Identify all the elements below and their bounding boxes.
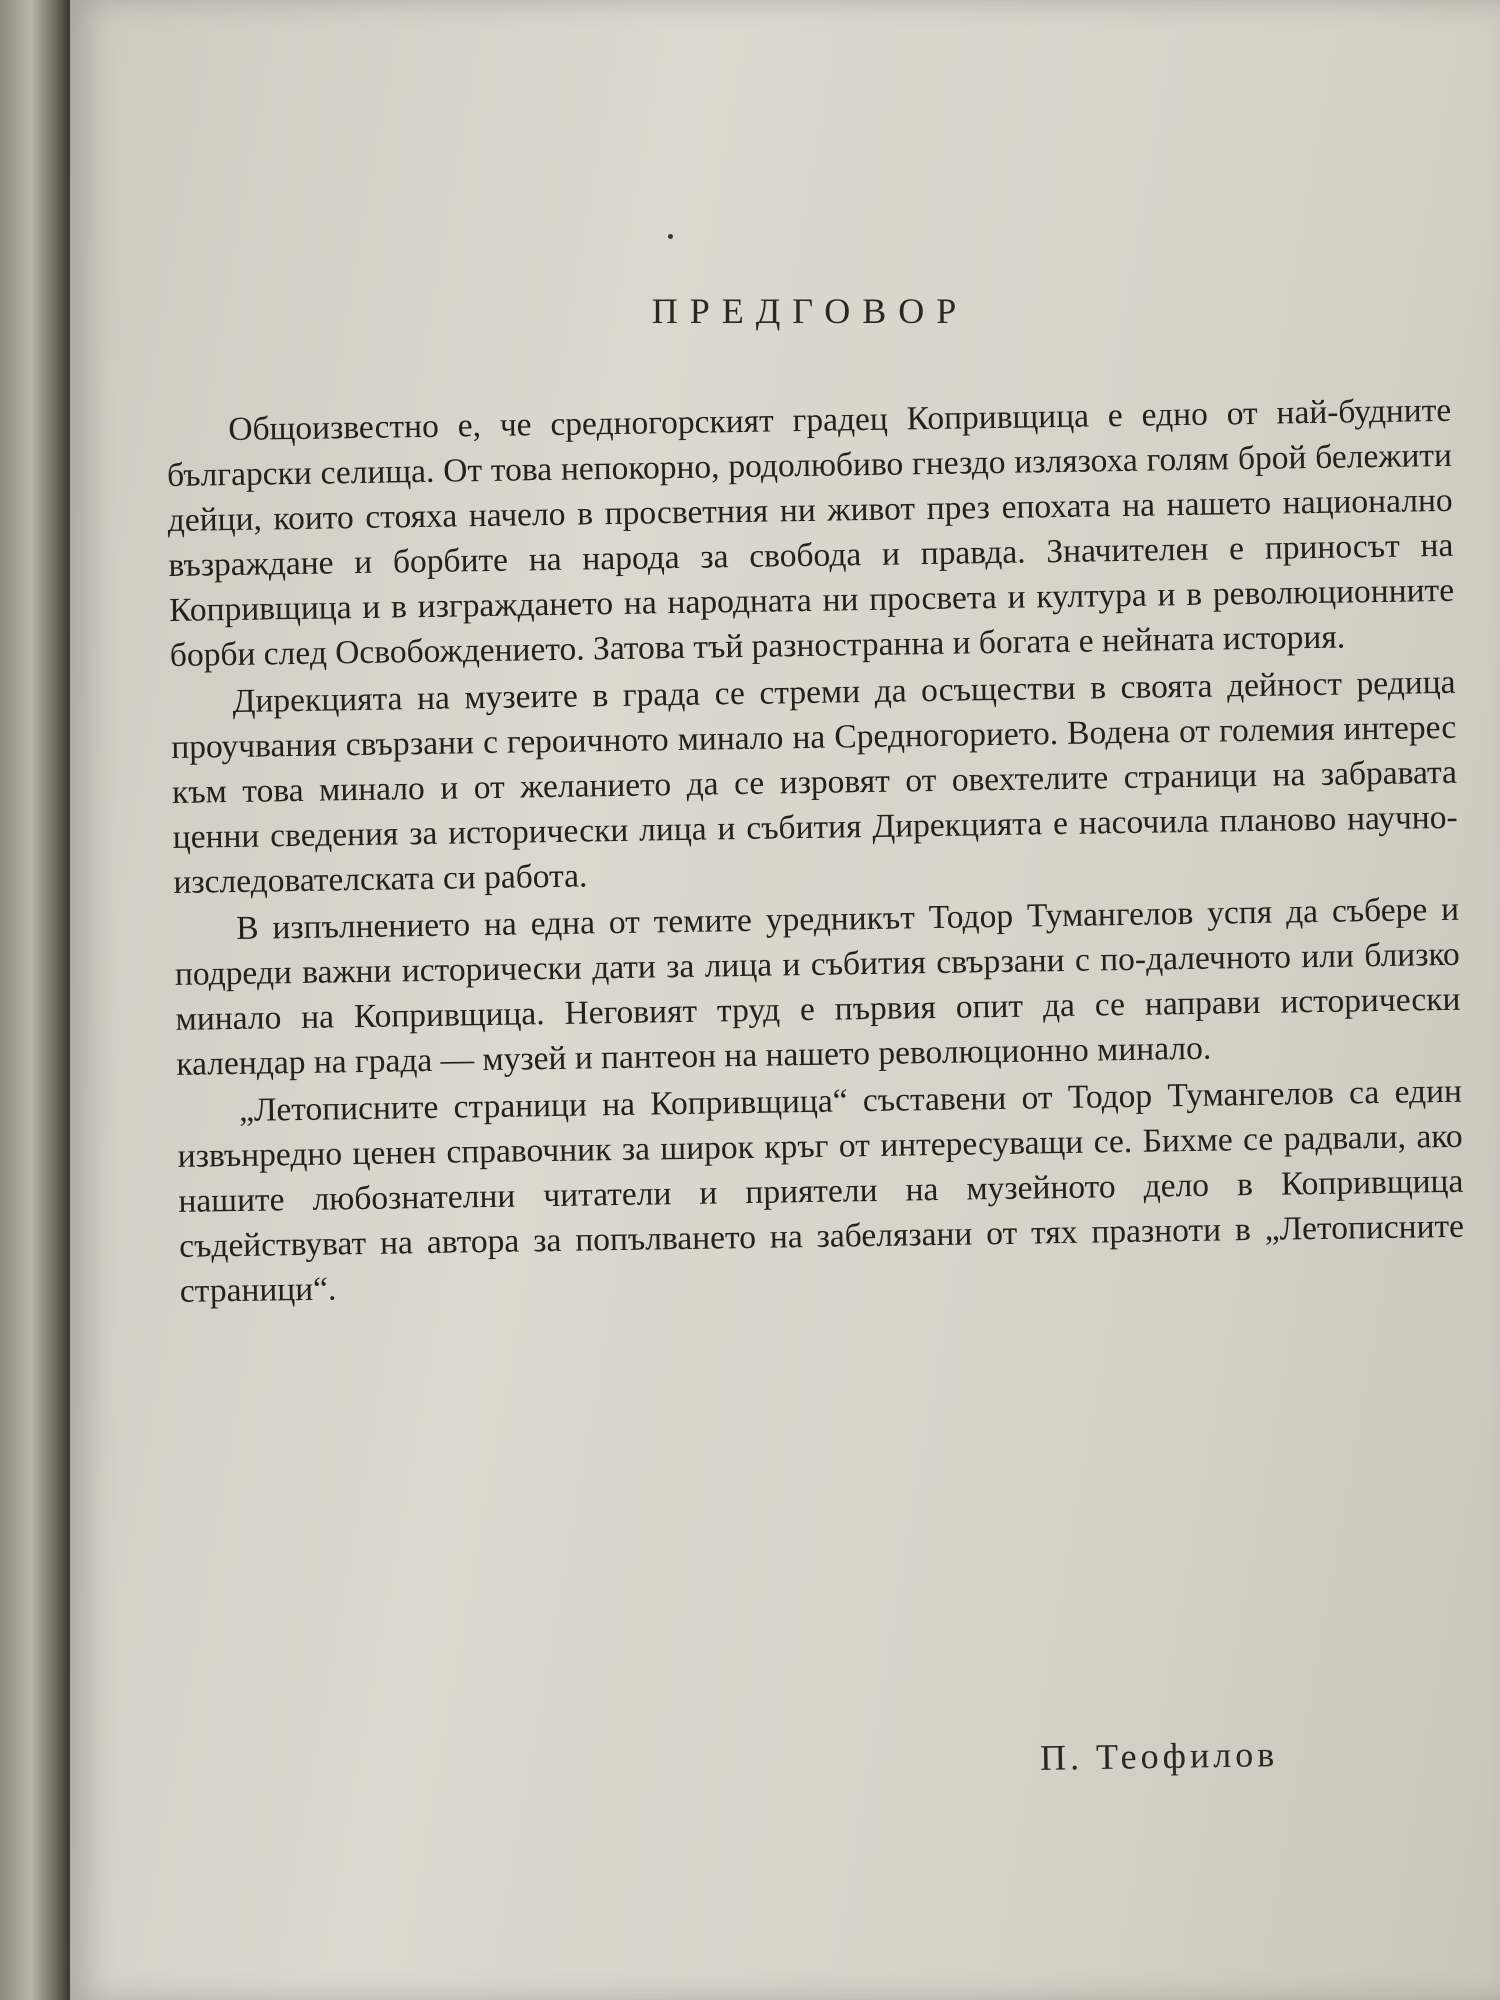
book-gutter xyxy=(0,0,70,2000)
paragraph-4: „Летописните страници на Копривщица“ съставени от Тодор Тумангелов са един извънредно ценен справочник за широк кръг от интересуващи се. Бихме се радвали, ако нашите любознателни читатели и приятели на музейното дело в Копривщица съдействуват на автора за попълването на забелязани от тях празноти в „Летописните страници“. xyxy=(177,1072,1465,1310)
paragraph-1: Общоизвестно е, че средногорският градец Копривщица е едно от най-будните български селища. От това непокорно, родолюбиво гнездо излязоха голям брой бележити дейци, които стояха начело в просветния ни живот през епохата на нашето национално възраждане и борбите на народа за свобода и правда. Значителен е приносът на Копривщица и в изграждането на народната ни просвета и култура и в революционните борби след Освобождението. Затова тъй разностранна и богата е нейната история. xyxy=(166,391,1455,674)
paragraph-3: В изпълнението на една от темите уредникът Тодор Тумангелов успя да събере и подреди важни исторически дати за лица и събития свързани с по-далечното или близко минало на Копривщица. Неговият труд е първия опит да се направи исторически календар на града — музей и пантеон на нашето революционно минало. xyxy=(174,890,1461,1083)
preface-body xyxy=(166,388,1465,1316)
author-signature: П. Теофилов xyxy=(1039,1734,1279,1778)
ink-speck xyxy=(668,234,673,239)
paragraph-2: Дирекцията на музеите в града се стреми да осъществи в своята дейност редица проучвания свързани с героичното минало на Средногорието. Водена от големия интерес към това минало и от желанието да се изровят от овехтелите страници на забравата ценни сведения за исторически лица и събития Дирекцията е насочила планово научно-изследователската си работа. xyxy=(171,663,1458,901)
page-title: ПРЕДГОВОР xyxy=(651,291,969,331)
book-page xyxy=(70,0,1500,2000)
